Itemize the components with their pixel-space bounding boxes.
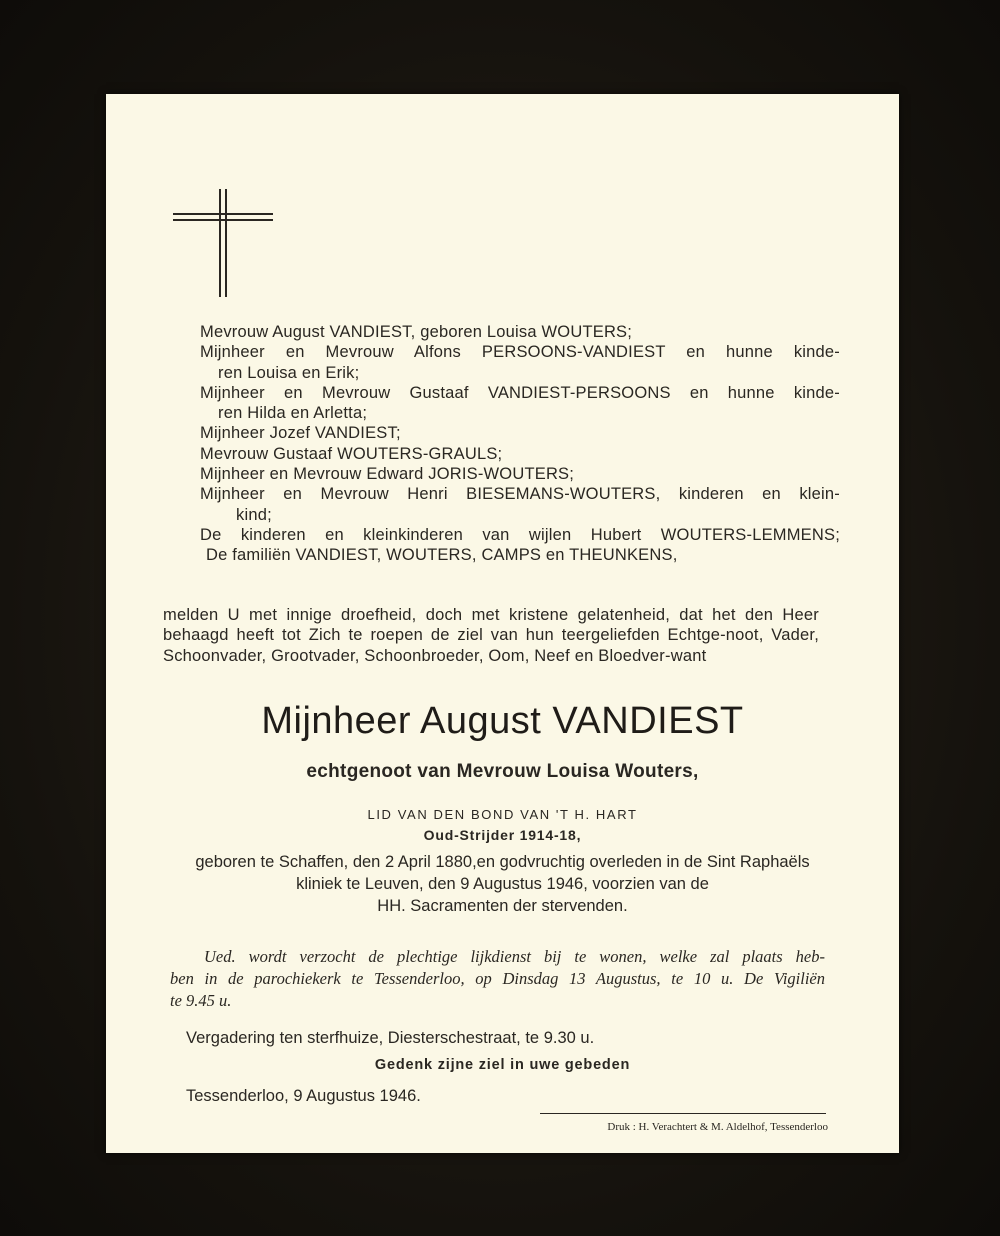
divider <box>540 1113 826 1114</box>
family-list <box>200 322 840 566</box>
family-line: De familiën VANDIEST, WOUTERS, CAMPS en THEUNKENS, <box>206 546 678 565</box>
printer-credit: Druk : H. Verachtert & M. Aldelhof, Tessenderloo <box>607 1121 828 1133</box>
announcement-text: melden U met innige droefheid, doch met kristene gelatenheid, dat het den Heer behaagd heeft tot Zich te roepen de ziel van hun teergeliefden Echtge-noot, Vader, Schoonvader, Grootvader, Schoonbroeder, Oom, Neef en Bloedver-want <box>163 606 819 665</box>
spouse-line: echtgenoot van Mevrouw Louisa Wouters, <box>306 761 699 782</box>
meeting-line: Vergadering ten sterfhuize, Diesterschestraat, te 9.30 u. <box>186 1029 595 1047</box>
funeral-service-text: Ued. wordt verzocht de plechtige lijkdienst bij te wonen, welke zal plaats heb- ben in de parochiekerk te Tessenderloo, op Dinsdag 13 Augustus, te 10 u. De Vigiliën te 9.45 u. <box>170 947 825 1010</box>
family-line: Mijnheer en Mevrouw Gustaaf VANDIEST-PERSOONS en hunne kinde- ren Hilda en Arletta; <box>200 383 840 423</box>
birth-death-text: geboren te Schaffen, den 2 April 1880,en godvruchtig overleden in de Sint Raphaëls kliniek te Leuven, den 9 Augustus 1946, voorzien van de HH. Sacramenten der stervenden. <box>195 853 810 915</box>
family-line: Mevrouw August VANDIEST, geboren Louisa WOUTERS; <box>200 323 633 341</box>
memorial-card <box>106 94 899 1153</box>
membership-line: LID VAN DEN BOND VAN 'T H. HART <box>367 807 638 822</box>
family-line: De kinderen en kleinkinderen van wijlen Hubert WOUTERS-LEMMENS; <box>200 525 840 544</box>
family-line: Mevrouw Gustaaf WOUTERS-GRAULS; <box>200 444 503 463</box>
veteran-line: Oud-Strijder 1914-18, <box>423 827 582 843</box>
cross-icon <box>173 189 273 299</box>
prayer-line: Gedenk zijne ziel in uwe gebeden <box>374 1057 631 1073</box>
family-line: Mijnheer Jozef VANDIEST; <box>200 424 401 443</box>
family-line: Mijnheer en Mevrouw Alfons PERSOONS-VANDIEST en hunne kinde- ren Louisa en Erik; <box>200 343 840 382</box>
family-line: Mijnheer en Mevrouw Henri BIESEMANS-WOUTERS, kinderen en klein- kind; <box>200 485 840 524</box>
place-date: Tessenderloo, 9 Augustus 1946. <box>186 1087 421 1105</box>
deceased-name: Mijnheer August VANDIEST <box>261 700 744 742</box>
family-line: Mijnheer en Mevrouw Edward JORIS-WOUTERS; <box>200 465 575 484</box>
